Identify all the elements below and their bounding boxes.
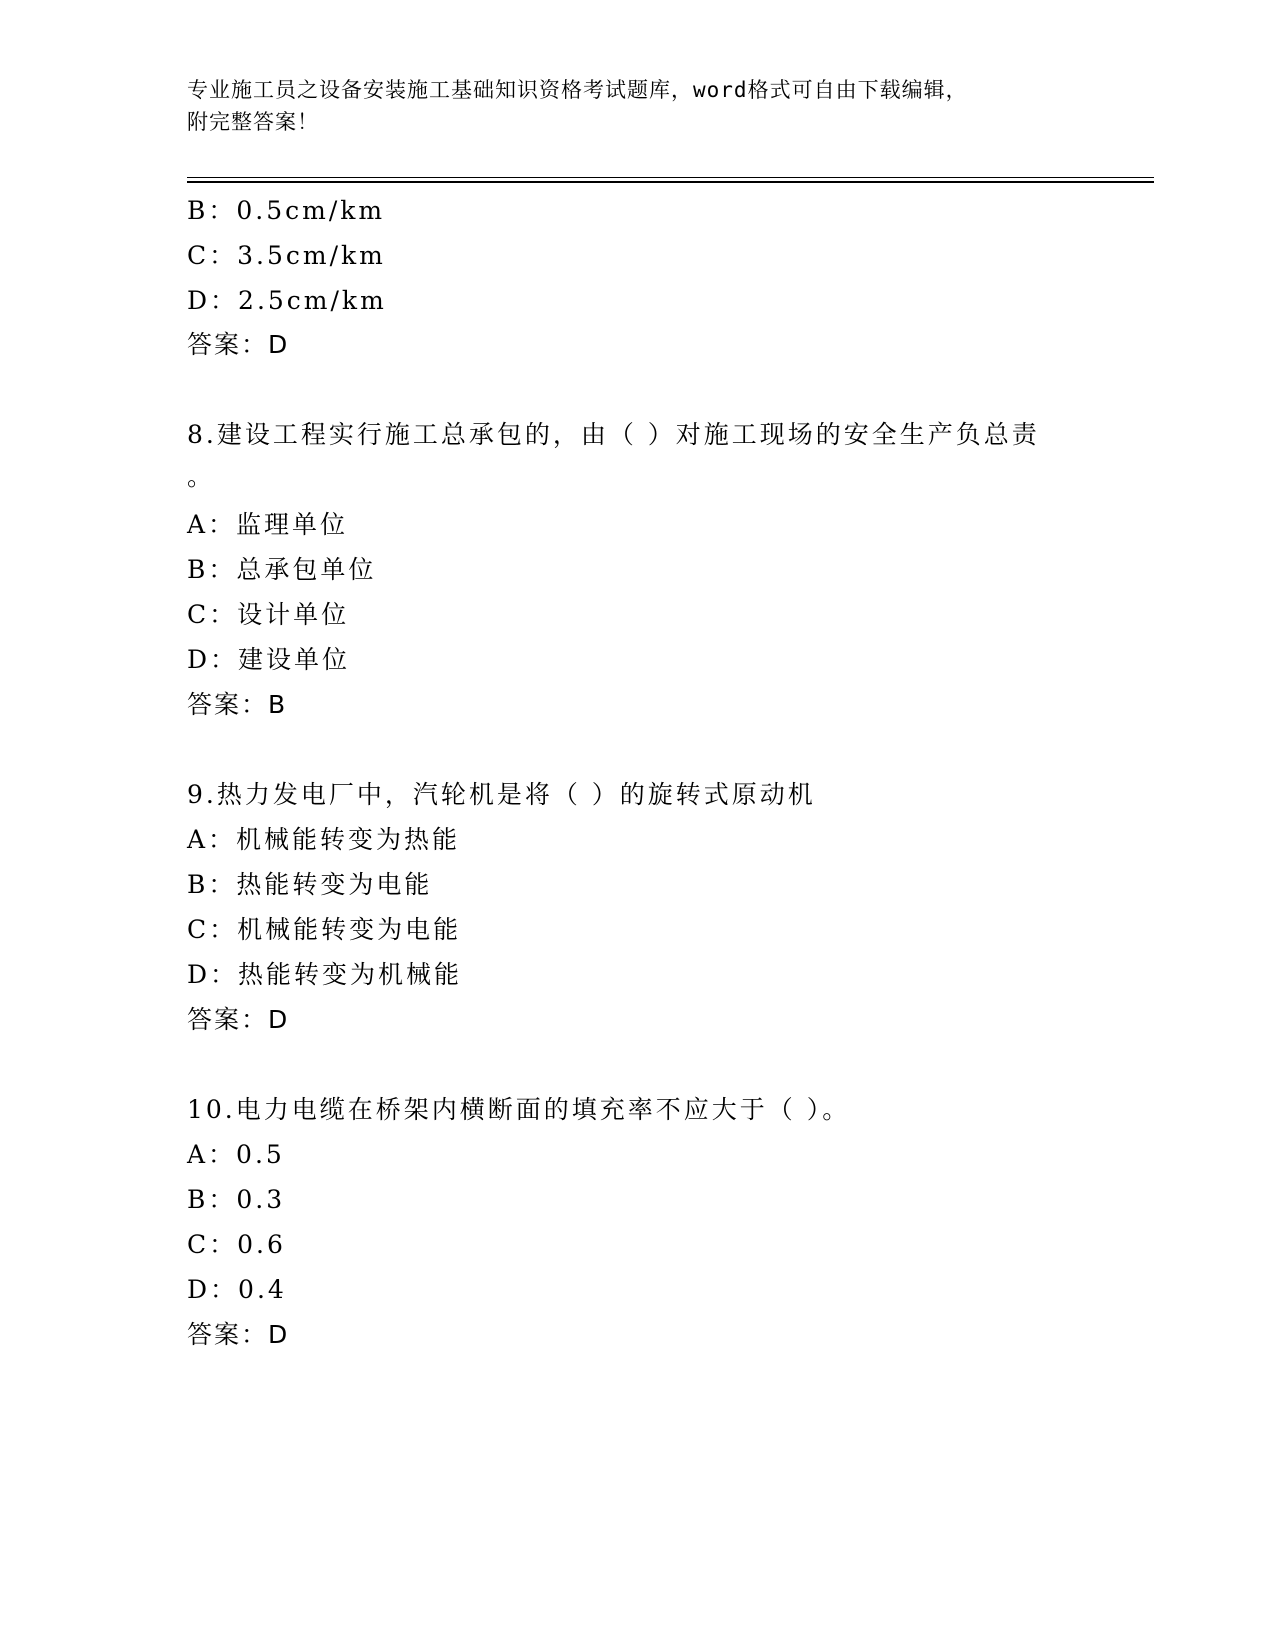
- q8-option-a: A：监理单位: [187, 510, 349, 539]
- q9-option-d: D：热能转变为机械能: [187, 960, 463, 989]
- q9-option-c: C：机械能转变为电能: [187, 915, 462, 944]
- q9-stem: 9.热力发电厂中，汽轮机是将（ ）的旋转式原动机: [187, 780, 816, 809]
- q7-answer: 答案：D: [187, 330, 290, 359]
- header-divider-thick: [187, 181, 1154, 183]
- q8-stem: 8.建设工程实行施工总承包的，由（ ）对施工现场的安全生产负总责: [187, 420, 1040, 449]
- q10-option-d: D：0.4: [187, 1275, 287, 1304]
- q7-option-c: C：3.5cm/km: [187, 241, 386, 270]
- q10-option-a: A：0.5: [187, 1140, 285, 1169]
- header-line-1: 专业施工员之设备安装施工基础知识资格考试题库，word格式可自由下载编辑，: [187, 78, 968, 102]
- q10-option-c: C：0.6: [187, 1230, 286, 1259]
- q10-option-b: B：0.3: [187, 1185, 286, 1214]
- q8-option-d: D：建设单位: [187, 645, 351, 674]
- q8-option-c: C：设计单位: [187, 600, 350, 629]
- q10-stem: 10.电力电缆在桥架内横断面的填充率不应大于（ ）。: [187, 1095, 851, 1124]
- q8-stem-continuation: 。: [187, 462, 216, 491]
- q7-option-d: D：2.5cm/km: [187, 286, 387, 315]
- header-divider-thin: [187, 177, 1154, 178]
- q7-option-b: B：0.5cm/km: [187, 196, 386, 225]
- q9-option-a: A：机械能转变为热能: [187, 825, 461, 854]
- q10-answer: 答案：D: [187, 1320, 290, 1349]
- q9-option-b: B：热能转变为电能: [187, 870, 433, 899]
- q9-answer: 答案：D: [187, 1005, 290, 1034]
- q8-option-b: B：总承包单位: [187, 555, 377, 584]
- document-header: [187, 74, 1087, 138]
- header-line-2: 附完整答案！: [187, 110, 319, 134]
- q8-answer: 答案：B: [187, 690, 288, 719]
